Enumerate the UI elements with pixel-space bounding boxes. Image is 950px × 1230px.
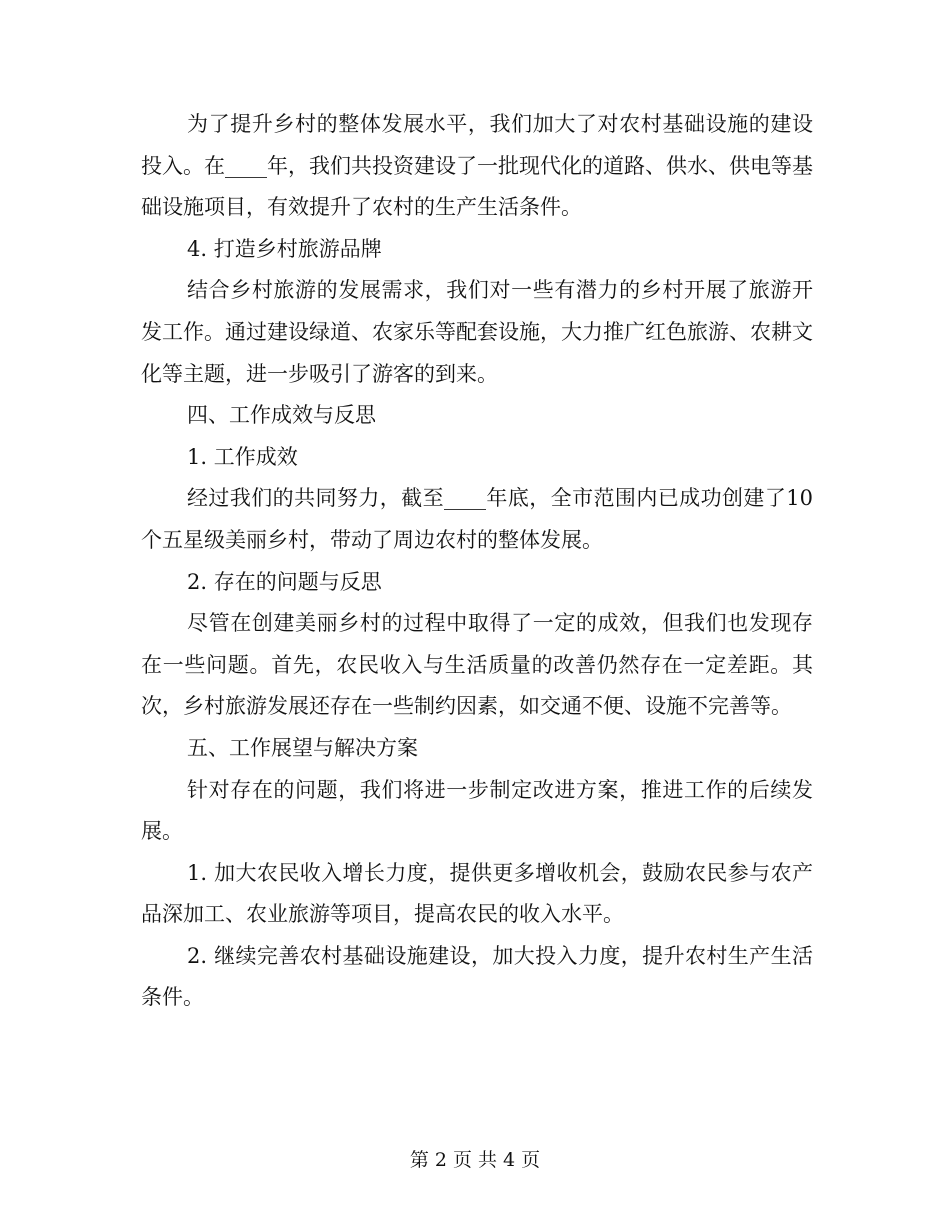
- paragraph-infrastructure: 为了提升乡村的整体发展水平，我们加大了对农村基础设施的建设投入。在____年，我们共投资建设了一批现代化的道路、供水、供电等基础设施项目，有效提升了农村的生产生活条件。: [141, 112, 813, 220]
- heading-work-results: 1. 工作成效: [187, 444, 298, 469]
- heading-problems-reflection: 2. 存在的问题与反思: [187, 569, 382, 594]
- page-number-footer: 第 2 页 共 4 页: [409, 1149, 541, 1171]
- heading-section-five: 五、工作展望与解决方案: [187, 735, 418, 760]
- document-body: [141, 104, 813, 1019]
- paragraph-improvement-plan: 针对存在的问题，我们将进一步制定改进方案，推进工作的后续发展。: [141, 777, 813, 844]
- list-item-infrastructure: 2. 继续完善农村基础设施建设，加大投入力度，提升农村生产生活条件。: [141, 943, 813, 1010]
- heading-rural-tourism-brand: 4. 打造乡村旅游品牌: [187, 236, 382, 261]
- heading-section-four: 四、工作成效与反思: [187, 403, 376, 428]
- paragraph-problems: 尽管在创建美丽乡村的过程中取得了一定的成效，但我们也发现存在一些问题。首先，农民收入与生活质量的改善仍然存在一定差距。其次，乡村旅游发展还存在一些制约因素，如交通不便、设施不完善等。: [141, 611, 813, 719]
- paragraph-work-results: 经过我们的共同努力，截至____年底，全市范围内已成功创建了10个五星级美丽乡村，带动了周边农村的整体发展。: [141, 486, 813, 552]
- list-item-farmer-income: 1. 加大农民收入增长力度，提供更多增收机会，鼓励农民参与农产品深加工、农业旅游等项目，提高农民的收入水平。: [141, 860, 813, 927]
- paragraph-rural-tourism: 结合乡村旅游的发展需求，我们对一些有潜力的乡村开展了旅游开发工作。通过建设绿道、农家乐等配套设施，大力推广红色旅游、农耕文化等主题，进一步吸引了游客的到来。: [141, 278, 813, 386]
